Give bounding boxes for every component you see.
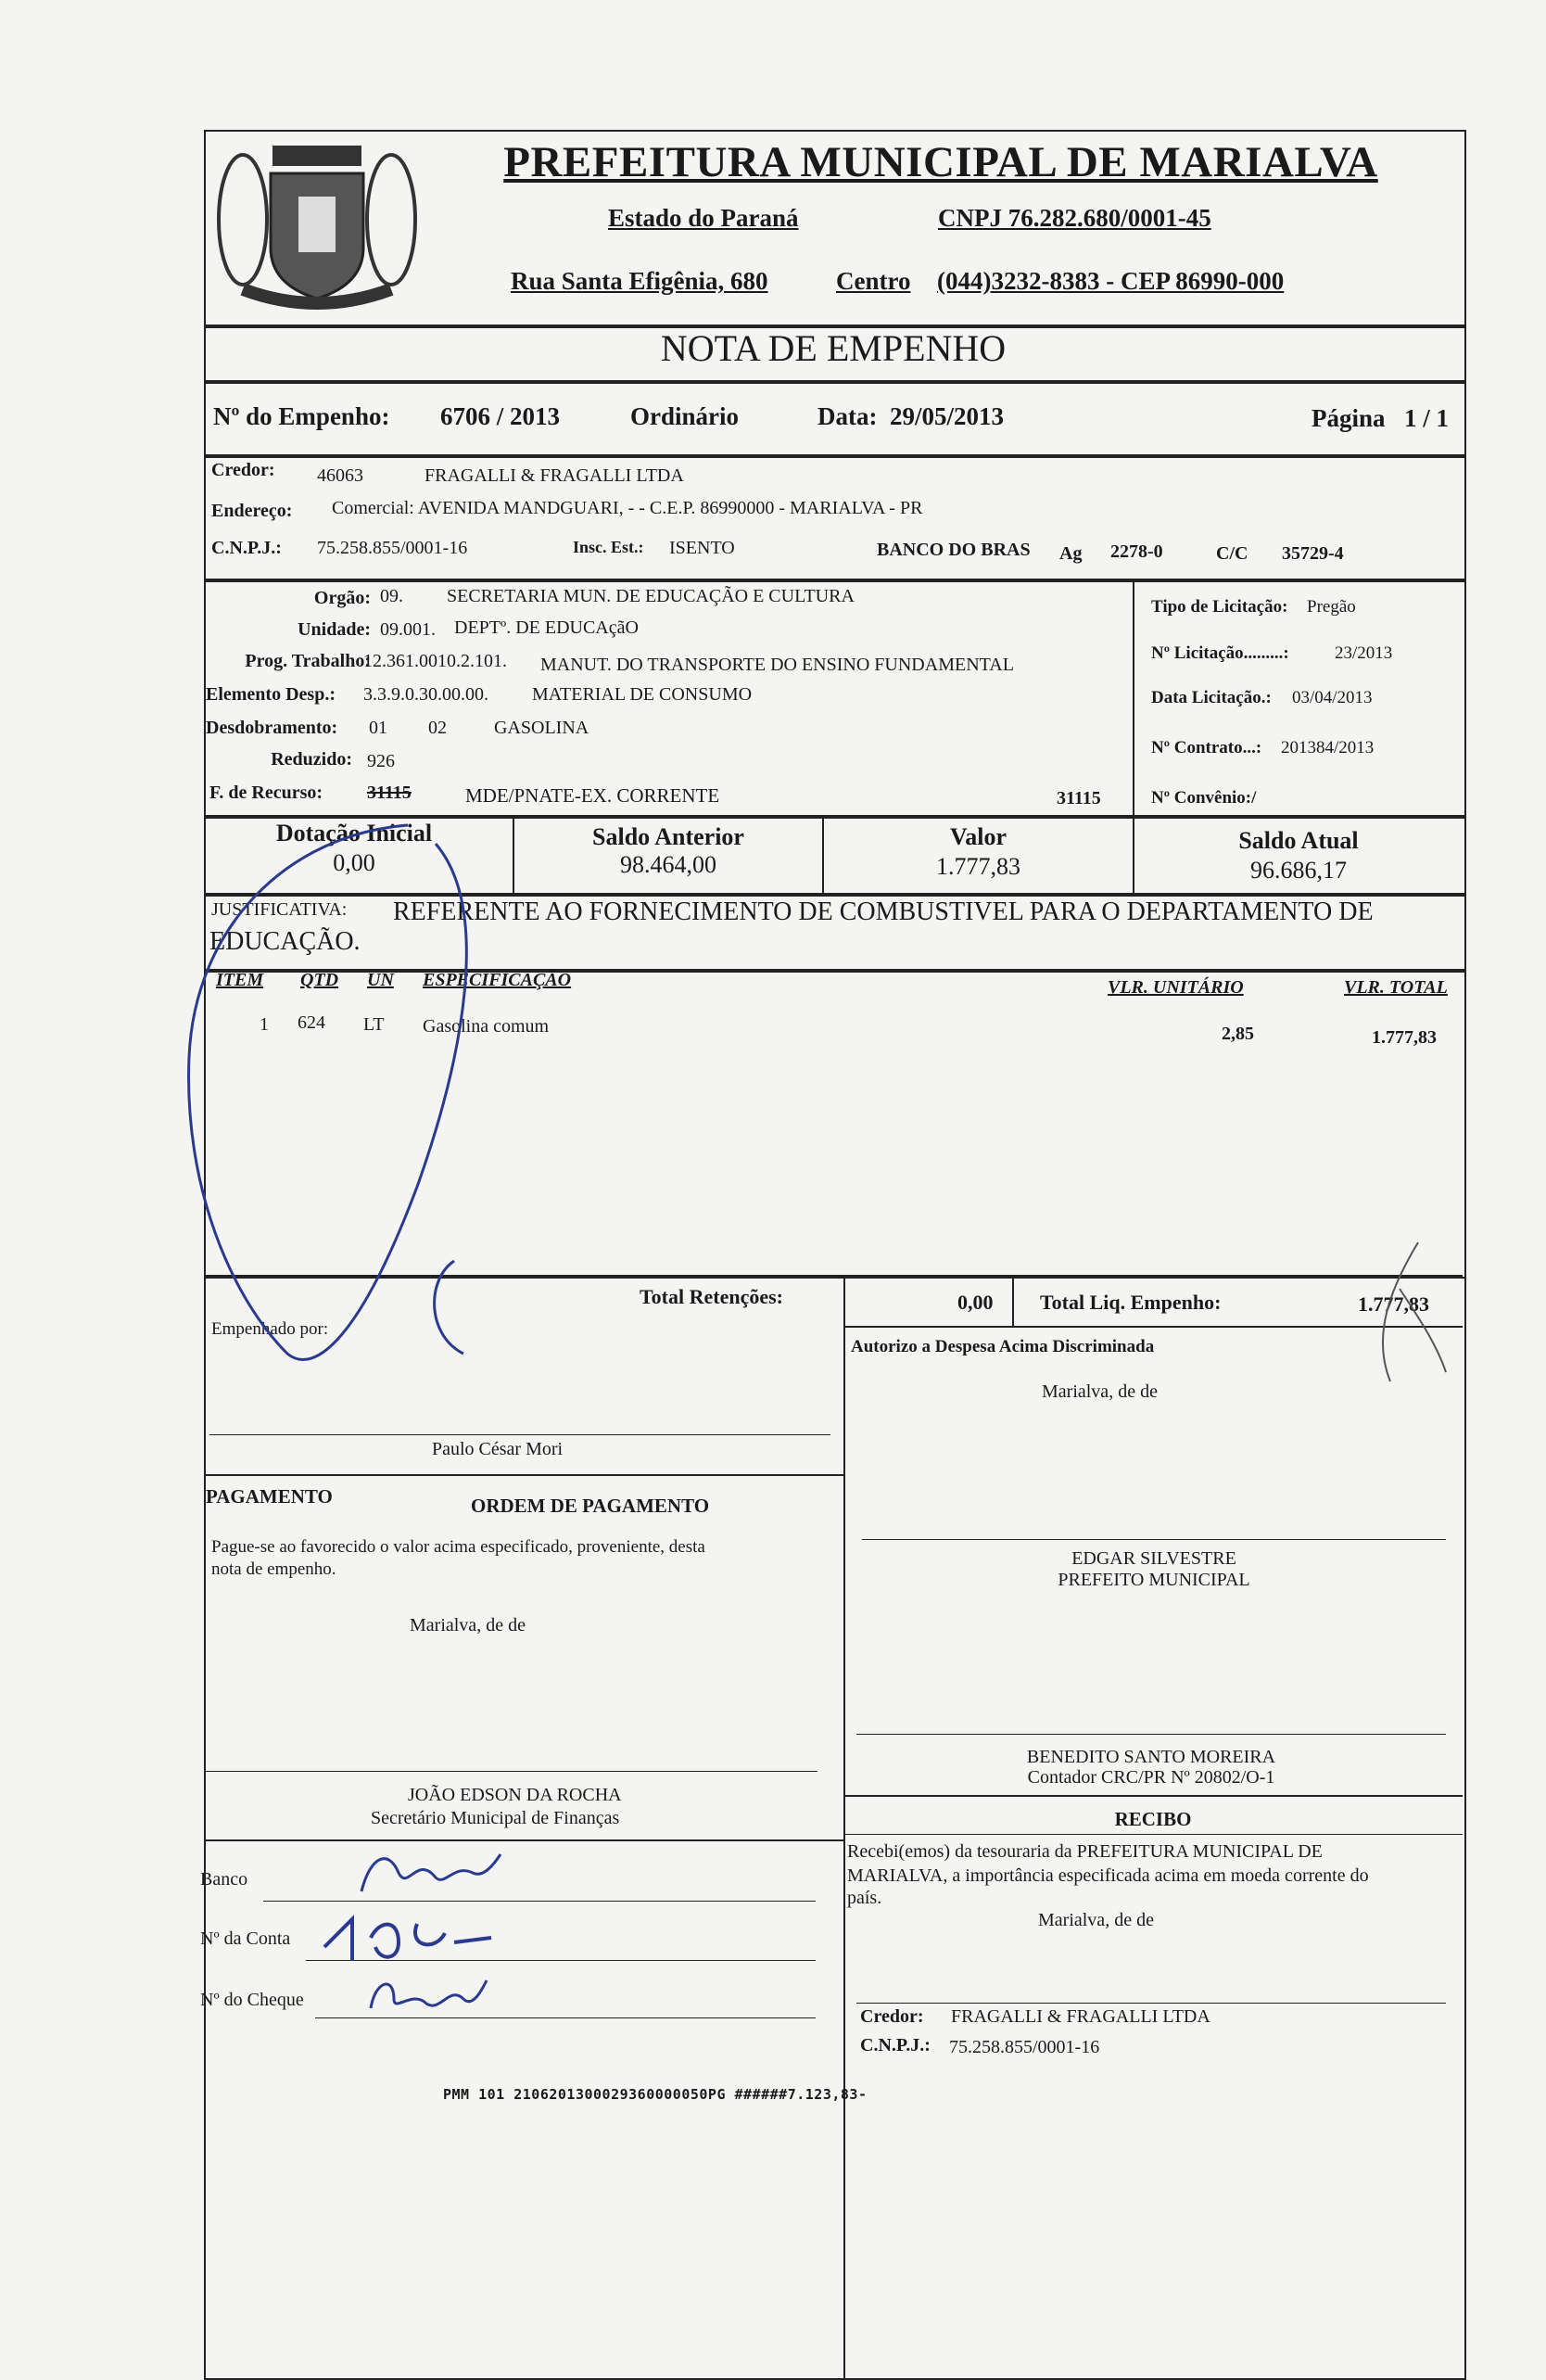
- conta-signature-icon: [315, 1910, 501, 1966]
- pagamento-texto2: nota de empenho.: [211, 1559, 336, 1579]
- elemento-nome: MATERIAL DE CONSUMO: [532, 684, 753, 705]
- col-espec: ESPECIFICAÇÃO: [423, 970, 572, 990]
- contrato: 201384/2013: [1281, 738, 1375, 757]
- row-espec: Gasolina comum: [423, 1016, 550, 1037]
- data-licitacao-label: Data Licitação.:: [1151, 688, 1272, 707]
- local-data-autorizo: Marialva, de de: [1042, 1381, 1158, 1402]
- tipo-licitacao-label: Tipo de Licitação:: [1151, 597, 1288, 617]
- col-item: ITEM: [216, 970, 264, 990]
- orgao-nome: SECRETARIA MUN. DE EDUCAÇÃO E CULTURA: [447, 586, 855, 606]
- banco-label: Banco: [200, 1869, 248, 1890]
- justificativa-linha2: EDUCAÇÃO.: [209, 927, 361, 956]
- valor: 1.777,83: [936, 853, 1020, 880]
- num-licitacao-label: Nº Licitação.........:: [1151, 643, 1289, 663]
- pagamento-label: PAGAMENTO: [206, 1485, 333, 1508]
- unidade-label: Unidade:: [298, 619, 371, 640]
- tipo-licitacao: Pregão: [1307, 597, 1356, 617]
- recibo-cnpj: 75.258.855/0001-16: [949, 2037, 1100, 2057]
- secretario-cargo: Secretário Municipal de Finanças: [371, 1808, 620, 1828]
- recurso-nome: MDE/PNATE-EX. CORRENTE: [465, 784, 720, 807]
- empenho-data: 29/05/2013: [890, 402, 1005, 430]
- retencoes-label: Total Retenções:: [640, 1285, 783, 1308]
- elemento-label: Elemento Desp.:: [206, 684, 336, 705]
- recurso-label: F. de Recurso:: [209, 783, 323, 803]
- valor-label: Valor: [949, 823, 1007, 850]
- col-unitario: VLR. UNITÁRIO: [1108, 977, 1244, 998]
- banco-signature-icon: [352, 1845, 510, 1901]
- recibo-texto1: Recebi(emos) da tesouraria da PREFEITURA MUNICIPAL DE: [847, 1841, 1323, 1862]
- unidade-nome: DEPTº. DE EDUCAçãO: [454, 617, 639, 638]
- cheque-signature-icon: [361, 1971, 491, 2017]
- credor-endereco: Comercial: AVENIDA MANDGUARI, - - C.E.P. 86990000 - MARIALVA - PR: [332, 498, 923, 518]
- secretario-nome: JOÃO EDSON DA ROCHA: [408, 1785, 622, 1805]
- prog-label: Prog. Trabalho:: [245, 651, 371, 671]
- credor-nome: FRAGALLI & FRAGALLI LTDA: [425, 465, 684, 486]
- recurso-codigo: 31115: [367, 783, 412, 803]
- col-total: VLR. TOTAL: [1344, 977, 1448, 998]
- orgao-codigo: 09.: [380, 586, 403, 606]
- convenio-label: Nº Convênio:/: [1151, 788, 1257, 808]
- saldo-atual: 96.686,17: [1250, 857, 1347, 884]
- saldo-anterior-label: Saldo Anterior: [592, 823, 744, 850]
- empenho-numero: 6706 / 2013: [440, 402, 561, 430]
- header-cnpj: CNPJ 76.282.680/0001-45: [938, 204, 1211, 232]
- endereco-label: Endereço:: [211, 501, 293, 521]
- pagina-label: Página: [1312, 404, 1386, 432]
- conta-label: Nº da Conta: [200, 1928, 291, 1949]
- prog-nome: MANUT. DO TRANSPORTE DO ENSINO FUNDAMENTAL: [540, 655, 1014, 675]
- ordem-pagamento: ORDEM DE PAGAMENTO: [471, 1495, 710, 1517]
- pen-circle-annotation: [176, 816, 575, 1391]
- desdob-b: 02: [428, 718, 447, 738]
- recibo-credor: FRAGALLI & FRAGALLI LTDA: [951, 2006, 1210, 2027]
- header-title: PREFEITURA MUNICIPAL DE MARIALVA: [503, 138, 1378, 186]
- row-unitario: 2,85: [1222, 1024, 1254, 1044]
- row-total: 1.777,83: [1372, 1027, 1437, 1048]
- pagina-numero: 1 / 1: [1404, 404, 1450, 432]
- dotacao-inicial-label: Dotação Inicial: [275, 820, 433, 846]
- insc-label: Insc. Est.:: [573, 538, 644, 556]
- recurso-codigo-2: 31115: [1057, 788, 1101, 808]
- banco-nome: BANCO DO BRAS: [877, 540, 1031, 560]
- credor-cnpj-label: C.N.P.J.:: [211, 538, 282, 558]
- empenho-data-label: Data:: [817, 402, 878, 430]
- col-un: UN: [367, 970, 394, 990]
- saldo-atual-label: Saldo Atual: [1238, 827, 1359, 854]
- credor-cnpj: 75.258.855/0001-16: [317, 538, 468, 558]
- credor-label: Credor:: [211, 460, 275, 480]
- desdob-a: 01: [369, 718, 387, 738]
- row-item: 1: [260, 1014, 269, 1035]
- desdob-nome: GASOLINA: [494, 718, 589, 738]
- header-endereco: Rua Santa Efigênia, 680: [511, 267, 768, 295]
- retencoes-valor: 0,00: [957, 1291, 994, 1314]
- contador-nome: BENEDITO SANTO MOREIRA: [1026, 1747, 1276, 1767]
- pagamento-local-data: Marialva, de de: [410, 1615, 526, 1635]
- header-fone-cep: (044)3232-8383 - CEP 86990-000: [937, 267, 1285, 295]
- orgao-label: Orgão:: [313, 588, 371, 608]
- cc-label: C/C: [1216, 543, 1248, 564]
- recibo-credor-label: Credor:: [860, 2006, 924, 2027]
- prog-codigo: 12.361.0010.2.101.: [363, 651, 507, 671]
- contrato-label: Nº Contrato...:: [1151, 738, 1262, 757]
- empenhado-nome: Paulo César Mori: [432, 1439, 564, 1459]
- empenho-label: Nº do Empenho:: [213, 402, 390, 430]
- autorizo-text: Autorizo a Despesa Acima Discriminada: [851, 1337, 1155, 1356]
- num-licitacao: 23/2013: [1335, 643, 1393, 663]
- cc-valor: 35729-4: [1282, 543, 1344, 564]
- prefeito-cargo: PREFEITO MUNICIPAL: [1058, 1570, 1250, 1590]
- agencia-label: Ag: [1059, 543, 1083, 564]
- data-licitacao: 03/04/2013: [1292, 688, 1373, 707]
- desdob-label: Desdobramento:: [206, 718, 338, 738]
- rubrica-icon: [1353, 1233, 1455, 1391]
- recibo-titulo: RECIBO: [1114, 1808, 1192, 1830]
- pagamento-texto1: Pague-se ao favorecido o valor acima especificado, proveniente, desta: [211, 1537, 705, 1557]
- recibo-local-data: Marialva, de de: [1038, 1910, 1154, 1930]
- reduzido-valor: 926: [367, 751, 395, 771]
- elemento-codigo: 3.3.9.0.30.00.00.: [363, 684, 488, 705]
- liquido-label: Total Liq. Empenho:: [1040, 1291, 1222, 1314]
- contador-cargo: Contador CRC/PR Nº 20802/O-1: [1027, 1767, 1275, 1788]
- reduzido-label: Reduzido:: [271, 749, 352, 770]
- header-centro: Centro: [836, 267, 911, 295]
- row-un: LT: [363, 1014, 385, 1035]
- unidade-codigo: 09.001.: [380, 619, 436, 640]
- liquido-valor: 1.777,83: [1358, 1292, 1429, 1316]
- prefeito-nome: EDGAR SILVESTRE: [1071, 1548, 1236, 1569]
- recibo-texto2: MARIALVA, a importância especificada acima em moeda corrente do: [847, 1865, 1369, 1886]
- recibo-cnpj-label: C.N.P.J.:: [860, 2035, 931, 2055]
- dotacao-inicial: 0,00: [333, 849, 375, 876]
- empenho-tipo: Ordinário: [630, 402, 740, 430]
- justificativa-label: JUSTIFICATIVA:: [211, 899, 348, 920]
- col-qtd: QTD: [300, 970, 339, 990]
- recibo-texto3: país.: [847, 1888, 882, 1908]
- agencia-valor: 2278-0: [1110, 541, 1163, 562]
- saldo-anterior: 98.464,00: [620, 851, 716, 878]
- header-estado: Estado do Paraná: [608, 204, 799, 232]
- row-qtd: 624: [298, 1012, 325, 1033]
- justificativa-linha1: REFERENTE AO FORNECIMENTO DE COMBUSTIVEL PARA O DEPARTAMENTO DE: [393, 897, 1374, 926]
- empenhado-label: Empenhado por:: [211, 1319, 329, 1339]
- cheque-label: Nº do Cheque: [200, 1990, 304, 2010]
- insc-valor: ISENTO: [669, 538, 735, 558]
- rodape-codigo: PMM 101 2106201300029360000050PG ######7.123,83-: [443, 2086, 868, 2103]
- doc-title: NOTA DE EMPENHO: [660, 327, 1007, 369]
- credor-codigo: 46063: [317, 465, 363, 486]
- coat-of-arms-icon: [206, 132, 428, 322]
